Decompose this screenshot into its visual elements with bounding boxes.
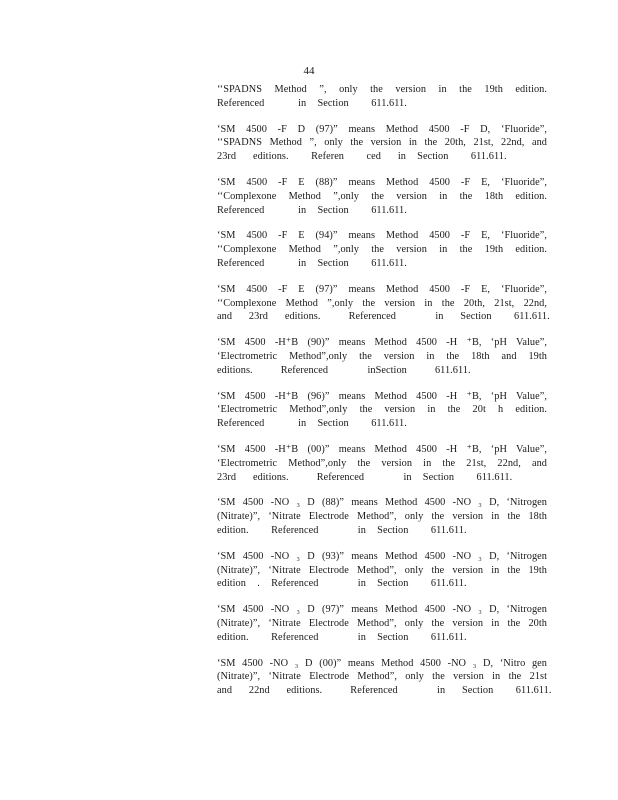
paragraph-line: ‘SM 4500 -H⁺B (90)” means Method 4500 -H ⁺B, ‘pH Value”,	[217, 337, 547, 349]
paragraph-line: ‘‘SPADNS Method ”, only the version in the 20th, 21st, 22nd, and	[217, 137, 547, 149]
paragraph-line: (Nitrate)”, ‘Nitrate Electrode Method”, only the version in the 19th	[217, 564, 547, 576]
paragraph-line: ‘SM 4500 -NO ₃ D (97)” means Method 4500 -NO ₃ D, ‘Nitrogen	[217, 604, 547, 616]
paragraph-line: Referenced in Section 611.611.	[217, 257, 407, 269]
paragraph-line: 23rd editions. Referenced in Section 611.611.	[217, 471, 513, 483]
paragraph-line: ‘SM 4500 -NO ₃ D (93)” means Method 4500 -NO ₃ D, ‘Nitrogen	[217, 550, 547, 562]
paragraph-line: Referenced in Section 611.611.	[217, 204, 407, 216]
paragraph-line: and 23rd editions. Referenced in Section 611.611.	[217, 311, 550, 323]
definition-paragraph	[217, 390, 547, 431]
page-number: 44	[303, 65, 315, 77]
paragraph-line: (Nitrate)”, ‘Nitrate Electrode Method”, only the version in the 18th	[217, 511, 547, 523]
paragraph-line: edition. Referenced in Section 611.611.	[217, 631, 467, 643]
paragraph-line: 23rd editions. Referen ced in Section 611.611.	[217, 151, 507, 163]
paragraph-line: ‘Electrometric Method”,only the version in the 21st, 22nd, and	[217, 457, 547, 469]
definition-paragraph	[217, 336, 547, 377]
definition-paragraph	[217, 496, 547, 537]
paragraph-line: editions. Referenced inSection 611.611.	[217, 364, 471, 376]
paragraph-line: ‘‘Complexone Method ”,only the version in the 20th, 21st, 22nd,	[217, 297, 547, 309]
paragraph-line: ‘‘Complexone Method ”,only the version in the 18th edition.	[217, 190, 547, 202]
definition-paragraph	[217, 283, 550, 324]
definition-paragraph	[217, 550, 547, 591]
paragraph-line: ‘Electrometric Method”,only the version in the 20t h edition.	[217, 404, 547, 416]
paragraph-line: ‘‘Complexone Method ”,only the version in the 19th edition.	[217, 244, 547, 256]
paragraph-line: ‘SM 4500 -H⁺B (96)” means Method 4500 -H ⁺B, ‘pH Value”,	[217, 390, 547, 402]
paragraph-line: (Nitrate)”, ‘Nitrate Electrode Method”, only the version in the 20th	[217, 617, 547, 629]
definition-paragraph	[217, 443, 547, 484]
definition-paragraph	[217, 123, 547, 164]
paragraph-line: Referenced in Section 611.611.	[217, 418, 407, 430]
document-body	[217, 83, 552, 710]
definition-paragraph	[217, 657, 552, 698]
paragraph-line: Referenced in Section 611.611.	[217, 97, 407, 109]
paragraph-line: ‘SM 4500 -F E (94)” means Method 4500 -F E, ‘Fluoride”,	[217, 230, 547, 242]
paragraph-line: ‘SM 4500 -NO ₃ D (88)” means Method 4500 -NO ₃ D, ‘Nitrogen	[217, 497, 547, 509]
paragraph-line: ‘SM 4500 -NO ₃ D (00)” means Method 4500 -NO ₃ D, ‘Nitro gen	[217, 657, 547, 669]
paragraph-line: ‘Electrometric Method”,only the version in the 18th and 19th	[217, 350, 547, 362]
paragraph-line: ‘SM 4500 -H⁺B (00)” means Method 4500 -H ⁺B, ‘pH Value”,	[217, 443, 547, 455]
definition-paragraph	[217, 603, 547, 644]
paragraph-line: ‘SM 4500 -F E (97)” means Method 4500 -F E, ‘Fluoride”,	[217, 283, 547, 295]
paragraph-line: edition . Referenced in Section 611.611.	[217, 578, 467, 590]
paragraph-line: ‘SM 4500 -F D (97)” means Method 4500 -F D, ‘Fluoride”,	[217, 123, 547, 135]
paragraph-line: (Nitrate)”, ‘Nitrate Electrode Method”, only the version in the 21st	[217, 671, 547, 683]
paragraph-line: ‘‘SPADNS Method ”, only the version in the 19th edition.	[217, 84, 547, 95]
paragraph-line: edition. Referenced in Section 611.611.	[217, 524, 467, 536]
definition-paragraph	[217, 229, 547, 270]
paragraph-line: and 22nd editions. Referenced in Section 611.611.	[217, 685, 552, 697]
paragraph-line: ‘SM 4500 -F E (88)” means Method 4500 -F E, ‘Fluoride”,	[217, 176, 547, 188]
definition-paragraph	[217, 83, 547, 111]
definition-paragraph	[217, 176, 547, 217]
